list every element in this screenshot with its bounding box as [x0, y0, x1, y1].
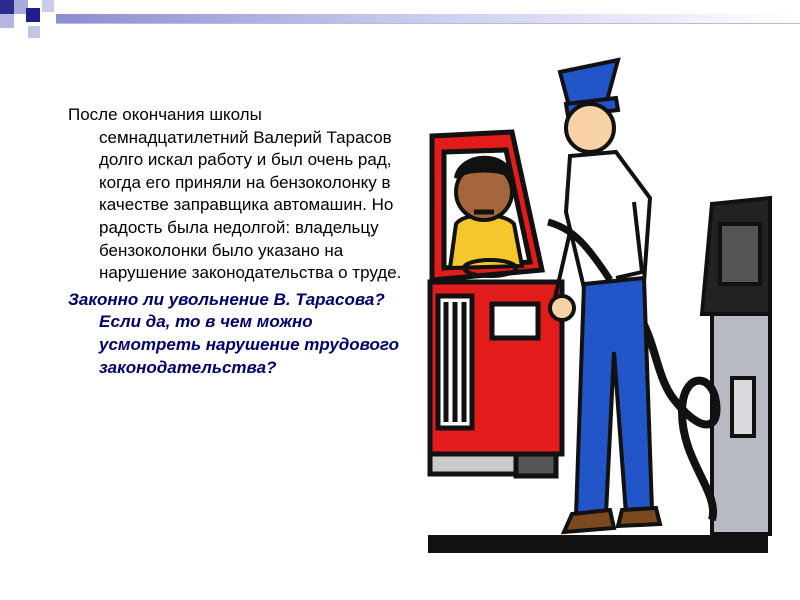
- attendant: [548, 60, 660, 532]
- deco-square-light: [28, 26, 40, 38]
- header-rule: [56, 23, 800, 24]
- slide-text: [68, 104, 408, 383]
- gas-station-attendant-illustration: [420, 52, 780, 572]
- situation-paragraph: После окончания школы семнадцатилетний Валерий Тарасов долго искал работу и был очень рад, когда его приняли на бензоколонку в качестве заправщика автомашин. Но радость была недолгой: владельцу бензоколонки было указано на нарушение законодательства о труде.: [68, 105, 402, 283]
- deco-square-dark: [0, 0, 14, 14]
- fuel-pump: [702, 198, 770, 534]
- deco-square-light: [0, 14, 14, 28]
- deco-square-accent: [26, 8, 40, 22]
- deco-square-light: [42, 0, 54, 12]
- question-paragraph: Законно ли увольнение В. Тарасова? Если да, то в чем можно усмотреть нарушение трудового законодательства?: [68, 289, 399, 377]
- header-gradient-bar: [56, 14, 800, 23]
